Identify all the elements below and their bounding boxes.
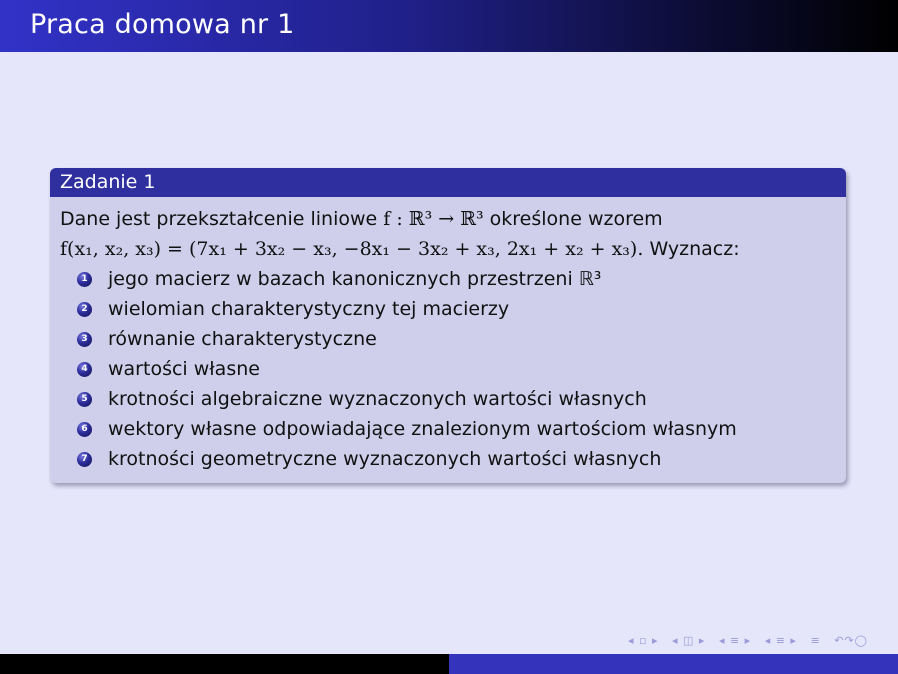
numbered-bullet-icon: 4 <box>77 362 92 377</box>
frame-title: Praca domowa nr 1 <box>30 9 295 40</box>
nav-frame-icon[interactable]: ◂ ▫ ▸ <box>628 634 659 647</box>
task-text: jego macierz w bazach kanonicznych przestrzeni ℝ³ <box>108 268 602 290</box>
numbered-bullet-icon: 2 <box>77 302 92 317</box>
task-text: wartości własne <box>108 358 260 380</box>
footer-bar-left <box>0 654 449 674</box>
task-item-2 <box>60 294 836 324</box>
block-title: Zadanie 1 <box>50 168 846 197</box>
task-item-6 <box>60 414 836 444</box>
task-item-7 <box>60 444 836 474</box>
intro-tail: określone wzorem <box>489 208 663 230</box>
task-list <box>60 264 836 474</box>
task-text: krotności geometryczne wyznaczonych wartości własnych <box>108 448 662 470</box>
nav-menu-icon[interactable]: ≡ <box>810 634 821 647</box>
intro-math: f : ℝ³ → ℝ³ <box>383 208 484 230</box>
task-text: krotności algebraiczne wyznaczonych wartości własnych <box>108 388 647 410</box>
task-item-1 <box>60 264 836 294</box>
numbered-bullet-icon: 1 <box>77 272 92 287</box>
nav-section-icon[interactable]: ◂ ≡ ▸ <box>718 634 752 647</box>
task-item-5 <box>60 384 836 414</box>
footer-bar-right <box>449 654 898 674</box>
task-item-3 <box>60 324 836 354</box>
numbered-bullet-icon: 6 <box>77 422 92 437</box>
formula-math: f(x₁, x₂, x₃) = (7x₁ + 3x₂ − x₃, −8x₁ − 3x₂ + x₃, 2x₁ + x₂ + x₃). <box>60 238 644 260</box>
numbered-bullet-icon: 3 <box>77 332 92 347</box>
block-body <box>50 197 846 483</box>
nav-search-icon[interactable]: ↶↷◯ <box>834 634 868 647</box>
intro-line <box>60 204 836 234</box>
formula-tail: Wyznacz: <box>649 238 740 260</box>
formula-line <box>60 234 836 264</box>
task-text: równanie charakterystyczne <box>108 328 377 350</box>
task-item-4 <box>60 354 836 384</box>
frame-title-bar <box>0 0 898 52</box>
intro-text: Dane jest przekształcenie liniowe <box>60 208 378 230</box>
task-text: wektory własne odpowiadające znalezionym wartościom własnym <box>108 418 737 440</box>
numbered-bullet-icon: 7 <box>77 452 92 467</box>
task-text: wielomian charakterystyczny tej macierzy <box>108 298 510 320</box>
nav-document-icon[interactable]: ◂ ≡ ▸ <box>764 634 797 647</box>
exercise-block <box>50 168 846 483</box>
nav-subsection-icon[interactable]: ◂ ◫ ▸ <box>672 634 706 647</box>
beamer-navigation <box>628 634 877 647</box>
numbered-bullet-icon: 5 <box>77 392 92 407</box>
